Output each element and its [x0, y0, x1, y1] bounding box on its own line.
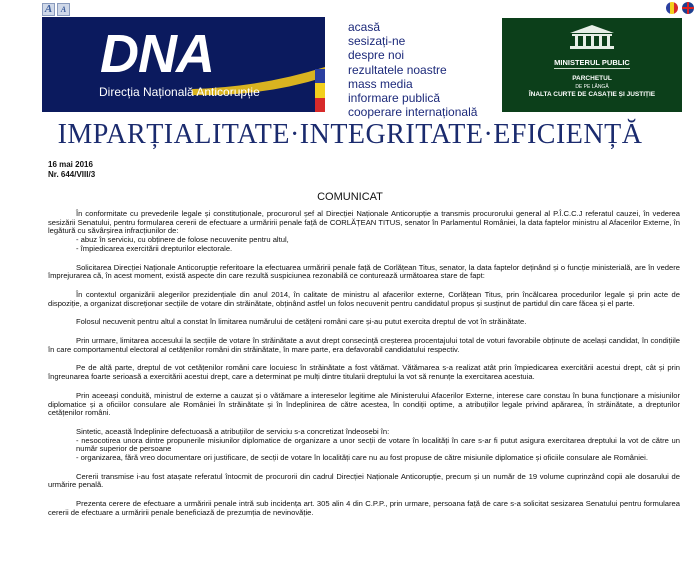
document-date: 16 mai 2016: [48, 160, 93, 169]
offence-list: [48, 236, 680, 253]
font-decrease-button[interactable]: A: [57, 3, 70, 16]
romanian-flag-icon[interactable]: [666, 2, 678, 14]
main-nav: [348, 20, 477, 119]
dna-logo-subtitle: Direcția Națională Anticorupție: [99, 85, 260, 99]
ministry-divider: [554, 68, 630, 69]
paragraph-7: Prin aceeași conduită, ministrul de externe a cauzat și o vătămare a intereselor legitime ale Ministerului Afacerilor Externe, interese care constau în buna funcționare a misiunilor diplomatice și a oficiilor consulare ale României în străinătate și în îndeplinirea de către acestea, în condiții optime, a atribuțiilor legale privind apărarea, în străinătate, a drepturilor cetățenilor români.: [48, 390, 680, 418]
nav-item-mass-media[interactable]: mass media: [348, 76, 413, 91]
paragraph-9: Cererii transmise i-au fost atașate referatul întocmit de procurorii din cadrul Direcției Naționale Anticorupție, precum și un număr de 19 volume cuprinzând copii ale dosarului de urmărire penală.: [48, 471, 680, 490]
paragraph-8: Sintetic, această îndeplinire defectuoasă a atribuțiilor de serviciu s-a concretizat îndeosebi în:: [76, 426, 390, 436]
paragraph-5: Prin urmare, limitarea accesului la secțiile de votare în străinătate a avut drept consecință creșterea procentajului total de voturi favorabile obținute de același candidat, în condițiile în care comportamentul electoral al cetățenilor români din străinătate, în mare parte, era defavorabil candidatului respectiv.: [48, 336, 680, 354]
dna-logo[interactable]: [42, 17, 325, 112]
summary-item: - nesocotirea unora dintre propunerile misiunilor diplomatice de organizare a unor secții de votare în localități în care s-ar fi putut asigura exercitarea dreptului la vot de către un număr superior de persoane: [76, 435, 680, 454]
ministry-title: MINISTERUL PUBLIC: [554, 58, 630, 67]
slogan: IMPARȚIALITATE·INTEGRITATE·EFICIENȚĂ: [57, 119, 643, 150]
building-icon: [566, 24, 618, 50]
paragraph-6: Pe de altă parte, dreptul de vot cetățenilor români care locuiesc în străinătate a fost vătămat. Vătămarea s-a realizat atât prin împiedicarea exercitării acestui drept, cât și prin îngreunarea foarte serioasă a exercitării acestui drept, care a determinat pe mulți dintre titularii dreptului la vot să renunțe la exercitarea acestuia.: [48, 363, 680, 382]
paragraph-10: Prezenta cerere de efectuare a urmăririi penale intră sub incidența art. 305 alin 4 din C.P.P., prin urmare, persoana față de care s-a solicitat sesizarea Senatului pentru formularea cererii de efectuare a urmăririi penale beneficiază de prezumția de nevinovăție.: [48, 499, 680, 517]
ministry-parchet: PARCHETUL: [572, 75, 612, 82]
language-switcher: [666, 2, 694, 14]
nav-item-rezultatele-noastre[interactable]: rezultatele noastre: [348, 62, 447, 77]
paragraph-4: Folosul necuvenit pentru altul a constat în limitarea numărului de cetățeni români care și-au putut exercita dreptul de vot în străinătate.: [76, 317, 527, 327]
document-number: Nr. 644/VIII/3: [48, 170, 96, 179]
summary-list: [48, 437, 680, 463]
paragraph-3: În contextul organizării alegerilor prezidențiale din anul 2014, în calitate de ministru al afacerilor externe, Corlățean Titus, prin încălcarea procedurilor legale și prin acte de dispoziție, a organizat discreționar secțiile de votare din străinătate, obținând astfel un folos necuvenit pentru candidatul propus și susținut de partidul din care făcea și el parte.: [48, 289, 680, 308]
font-increase-button[interactable]: A: [42, 3, 55, 16]
offence-item: - abuz în serviciu, cu obținere de folose necuvenite pentru altul,: [76, 235, 289, 245]
romanian-tricolor-stripe: [315, 69, 325, 112]
nav-item-acasa[interactable]: acasă: [348, 20, 381, 34]
nav-item-despre-noi[interactable]: despre noi: [348, 48, 405, 63]
ministerul-public-logo[interactable]: [502, 18, 682, 112]
document-meta: [48, 160, 95, 180]
document-heading: COMUNICAT: [317, 191, 383, 203]
nav-item-cooperare-internationala[interactable]: cooperare internațională: [348, 105, 478, 120]
summary-item: - organizarea, fără vreo documentare ori justificare, de secții de votare în localități care nu au fost propuse de către misiunile diplomatice și oficiile consulare ale României.: [76, 453, 648, 463]
ministry-pe-langa: DE PE LÂNGĂ: [575, 84, 609, 90]
nav-item-sesizati-ne[interactable]: sesizați-ne: [348, 34, 406, 49]
offence-item: - împiedicarea exercitării drepturilor electorale.: [76, 243, 233, 253]
english-flag-icon[interactable]: [682, 2, 694, 14]
paragraph-2: Solicitarea Direcției Naționale Anticorupție referitoare la efectuarea urmăririi penale față de Corlățean Titus, senator, la data faptelor deținând și o funcție ministerială, are în vedere împrejurarea că, în acest moment, există aspecte din care rezultă suspiciunea rezonabilă ce conturează următoarea stare de fapt:: [48, 262, 680, 281]
document-body: [48, 210, 680, 528]
nav-item-informare-publica[interactable]: informare publică: [348, 91, 441, 106]
font-size-controls: [42, 3, 70, 16]
dna-logo-letters: DNA: [100, 24, 214, 84]
paragraph-1: În conformitate cu prevederile legale și constituționale, procurorul șef al Direcției Naționale Anticorupție a transmis procurorului general al P.Î.C.C.J referatul cauzei, în vederea sesizării Senatului, pentru formularea cererii de efectuare a urmăririi penale față de CORLĂȚEAN TITUS, senator în Parlamentul României, la data faptelor ministru al Afacerilor Externe, în legătură cu săvârșirea infracțiunilor de:: [48, 209, 680, 236]
ministry-curte: ÎNALTA CURTE DE CASAȚIE ȘI JUSTIȚIE: [528, 91, 656, 98]
